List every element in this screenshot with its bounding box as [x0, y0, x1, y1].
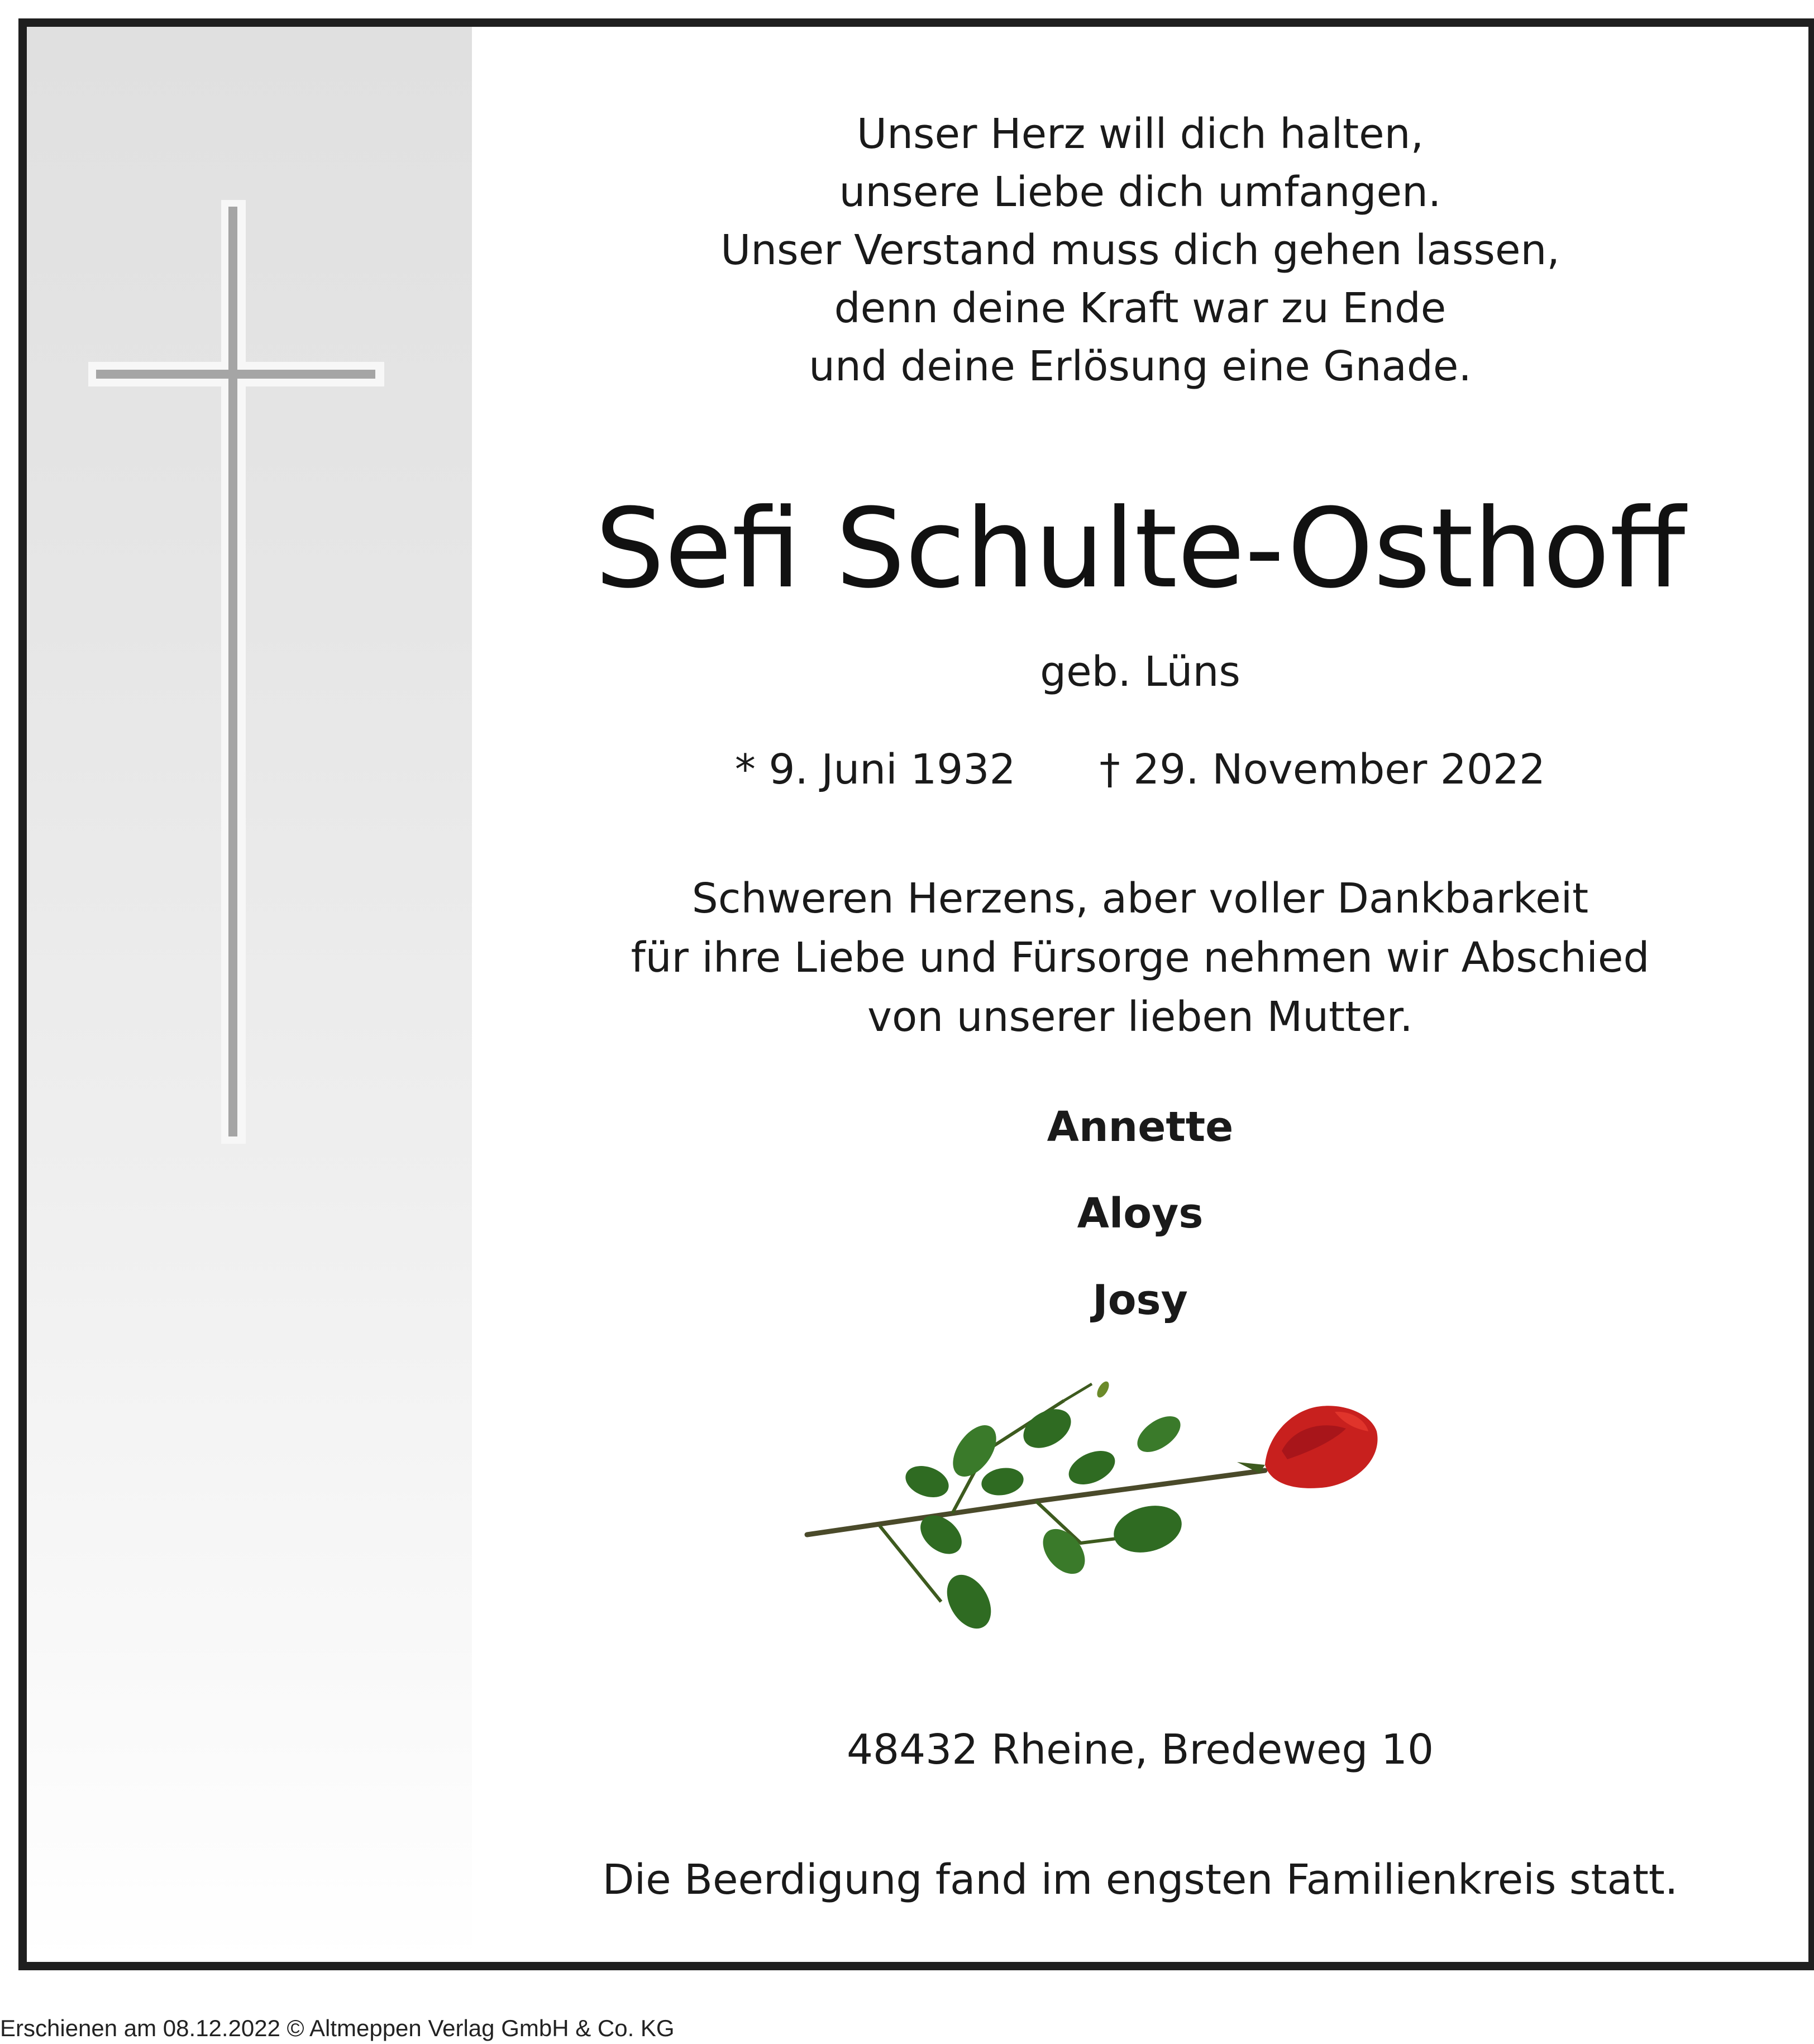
death-date: † 29. November 2022 — [1099, 746, 1546, 794]
mourner-name: Annette — [1047, 1103, 1234, 1151]
verse-line: Unser Herz will dich halten, — [856, 110, 1424, 158]
content-column — [472, 27, 1808, 1962]
farewell-text — [472, 869, 1808, 1047]
publication-footer: Erschienen am 08.12.2022 © Altmeppen Verlag GmbH & Co. KG — [0, 2015, 675, 2041]
side-panel — [27, 27, 472, 1962]
verse-line: denn deine Kraft war zu Ende — [834, 284, 1447, 332]
verse-line: Unser Verstand muss dich gehen lassen, — [720, 226, 1560, 274]
address: 48432 Rheine, Bredeweg 10 — [846, 1726, 1434, 1774]
cross-icon — [27, 27, 472, 1962]
farewell-line: von unserer lieben Mutter. — [867, 993, 1413, 1041]
mourner-name: Aloys — [1077, 1190, 1204, 1238]
funeral-note: Die Beerdigung fand im engsten Familienkreis statt. — [602, 1856, 1678, 1904]
verse-line: unsere Liebe dich umfangen. — [839, 168, 1441, 216]
farewell-line: für ihre Liebe und Fürsorge nehmen wir Abschied — [631, 934, 1650, 982]
verse — [472, 105, 1808, 395]
mourner-name: Josy — [1092, 1276, 1188, 1324]
deceased-name: Sefi Schulte-Osthoff — [595, 485, 1686, 613]
obituary-frame — [18, 18, 1814, 1970]
rose-icon — [801, 1367, 1444, 1685]
verse-line: und deine Erlösung eine Gnade. — [809, 342, 1472, 390]
birth-date: * 9. Juni 1932 — [734, 746, 1016, 794]
farewell-line: Schweren Herzens, aber voller Dankbarkeit — [691, 875, 1589, 923]
maiden-name: geb. Lüns — [1040, 648, 1240, 696]
life-dates — [472, 742, 1808, 797]
